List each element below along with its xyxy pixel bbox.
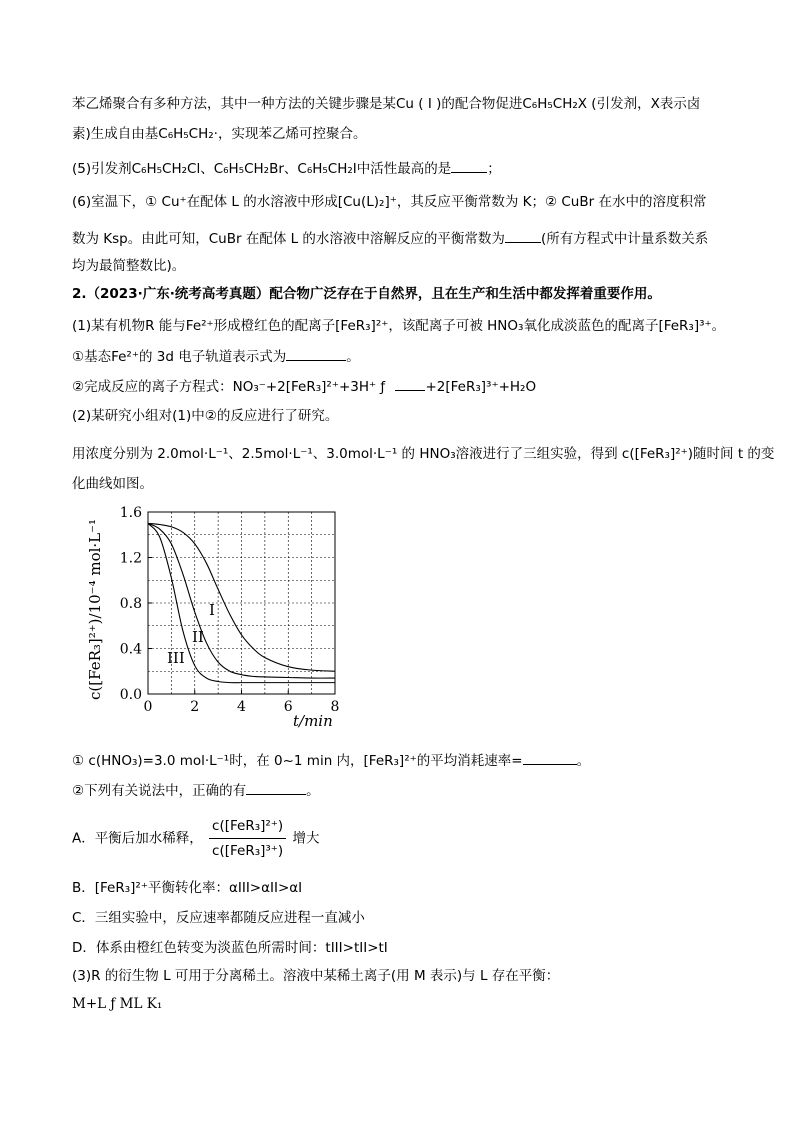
- q2-sub2: [72, 780, 320, 801]
- y-tick-label: 0.8: [119, 596, 142, 612]
- q2-part2-desc-line2: 化曲线如图。: [72, 476, 153, 492]
- option-a-fraction: [209, 816, 286, 861]
- fraction-denominator: c([FeR₃]³⁺): [212, 843, 284, 859]
- y-tick-label: 0.0: [119, 687, 142, 703]
- q1-intro-line1: 苯乙烯聚合有多种方法，其中一种方法的关键步骤是某Cu ( I )的配合物促进C₆H₅CH₂X (引发剂，X表示卤: [72, 96, 701, 112]
- option-a-end: 增大: [292, 830, 320, 847]
- q1-part6-text-b: ，其反应平衡常数为 K；② CuBr 在水中的溶度积常: [396, 194, 707, 210]
- q1-part6-line1: [72, 192, 706, 212]
- option-b[interactable]: B．[FeR₃]²⁺平衡转化率：αIII>αII>αI: [72, 880, 303, 896]
- option-a-text: A．平衡后加水稀释，: [72, 830, 203, 847]
- q2-part1-sub1: [72, 346, 360, 367]
- q2-sub2-end: 。: [306, 783, 320, 799]
- x-tick-label: 0: [143, 699, 153, 715]
- q2-part1-sub2-text-a: ②完成反应的离子方程式：NO₃⁻+2[FeR₃]²⁺+3H⁺ ƒ: [72, 379, 386, 395]
- q1-intro-line2: 素)生成自由基C₆H₅CH₂·，实现苯乙烯可控聚合。: [72, 126, 367, 142]
- q1-part5: [72, 158, 501, 179]
- curve-label-III: III: [167, 649, 185, 667]
- answer-blank[interactable]: [523, 750, 577, 765]
- y-tick-label: 1.2: [119, 550, 142, 567]
- answer-blank[interactable]: [286, 346, 346, 361]
- fraction-numerator: c([FeR₃]²⁺): [209, 816, 286, 839]
- answer-blank[interactable]: [395, 376, 425, 391]
- y-axis-label: c([FeR₃]²⁺)/10⁻⁴ mol·L⁻¹: [86, 518, 104, 700]
- q2-part3: (3)R 的衍生物 L 可用于分离稀土。溶液中某稀土离子(用 M 表示)与 L 存在平衡：: [72, 968, 560, 984]
- answer-blank[interactable]: [505, 228, 541, 243]
- x-tick-label: 2: [190, 699, 200, 715]
- x-tick-label: 8: [330, 699, 340, 715]
- q2-sub1-end: 。: [576, 753, 591, 769]
- q2-part1: (1)某有机物R 能与Fe²⁺形成橙红色的配离子[FeR₃]²⁺，该配离子可被 HNO₃氧化成淡蓝色的配离子[FeR₃]³⁺。: [72, 318, 726, 334]
- curve-label-I: I: [209, 601, 215, 619]
- option-d[interactable]: D．体系由橙红色转变为淡蓝色所需时间：tIII>tII>tI: [72, 940, 388, 956]
- q1-part6-line2: [72, 228, 708, 249]
- y-tick-label: 1.6: [119, 505, 142, 521]
- q1-part6-line3: 均为最简整数比)。: [72, 258, 186, 274]
- q2-part1-sub1-end: 。: [346, 349, 360, 365]
- q1-part5-text: (5)引发剂C₆H₅CH₂Cl、C₆H₅CH₂Br、C₆H₅CH₂I中活性最高的是: [72, 161, 452, 177]
- concentration-time-chart: [80, 500, 350, 735]
- q2-sub1: [72, 750, 590, 771]
- answer-blank[interactable]: [451, 158, 487, 173]
- x-tick-label: 4: [237, 699, 246, 715]
- q1-part6-complex: [Cu(L)₂]⁺: [337, 194, 397, 210]
- q2-part1-sub2-text-b: +2[FeR₃]³⁺+H₂O: [425, 379, 537, 395]
- option-c[interactable]: C．三组实验中，反应速率都随反应进程一直减小: [72, 910, 365, 926]
- q1-part6-text-a: (6)室温下，① Cu⁺在配体 L 的水溶液中形成: [72, 194, 338, 210]
- q2-part1-sub1-text: ①基态Fe²⁺的 3d 电子轨道表示式为: [72, 349, 287, 365]
- q2-sub2-text: ②下列有关说法中，正确的有: [72, 783, 247, 799]
- y-axis-ticks: [120, 505, 152, 703]
- curve-label-II: II: [192, 628, 204, 646]
- q2-part1-sub2: [72, 376, 536, 397]
- q2-part2: (2)某研究小组对(1)中②的反应进行了研究。: [72, 408, 339, 424]
- q1-part6-text-d: (所有方程式中计量系数关系: [540, 231, 709, 247]
- answer-blank[interactable]: [246, 780, 306, 795]
- q2-part3-equation: M+L ƒ ML K₁: [72, 996, 163, 1012]
- q2-sub1-text: ① c(HNO₃)=3.0 mol·L⁻¹时，在 0~1 min 内，[FeR₃]²⁺的平均消耗速率=: [72, 753, 523, 769]
- option-a[interactable]: [72, 816, 320, 861]
- q1-part5-end: ；: [487, 161, 501, 177]
- q2-title: 2.（2023·广东·统考高考真题）配合物广泛存在于自然界，且在生产和生活中都发挥着重要作用。: [72, 286, 661, 302]
- q1-part6-text-c: 数为 Ksp。由此可知，CuBr 在配体 L 的水溶液中溶解反应的平衡常数为: [72, 231, 505, 247]
- y-tick-label: 0.4: [119, 641, 142, 658]
- x-tick-label: 6: [283, 699, 293, 715]
- x-axis-label: t/min: [293, 712, 333, 730]
- q2-part2-desc-line1: 用浓度分别为 2.0mol·L⁻¹、2.5mol·L⁻¹、3.0mol·L⁻¹ 的 HNO₃溶液进行了三组实验，得到 c([FeR₃]²⁺)随时间 t 的变: [72, 446, 775, 462]
